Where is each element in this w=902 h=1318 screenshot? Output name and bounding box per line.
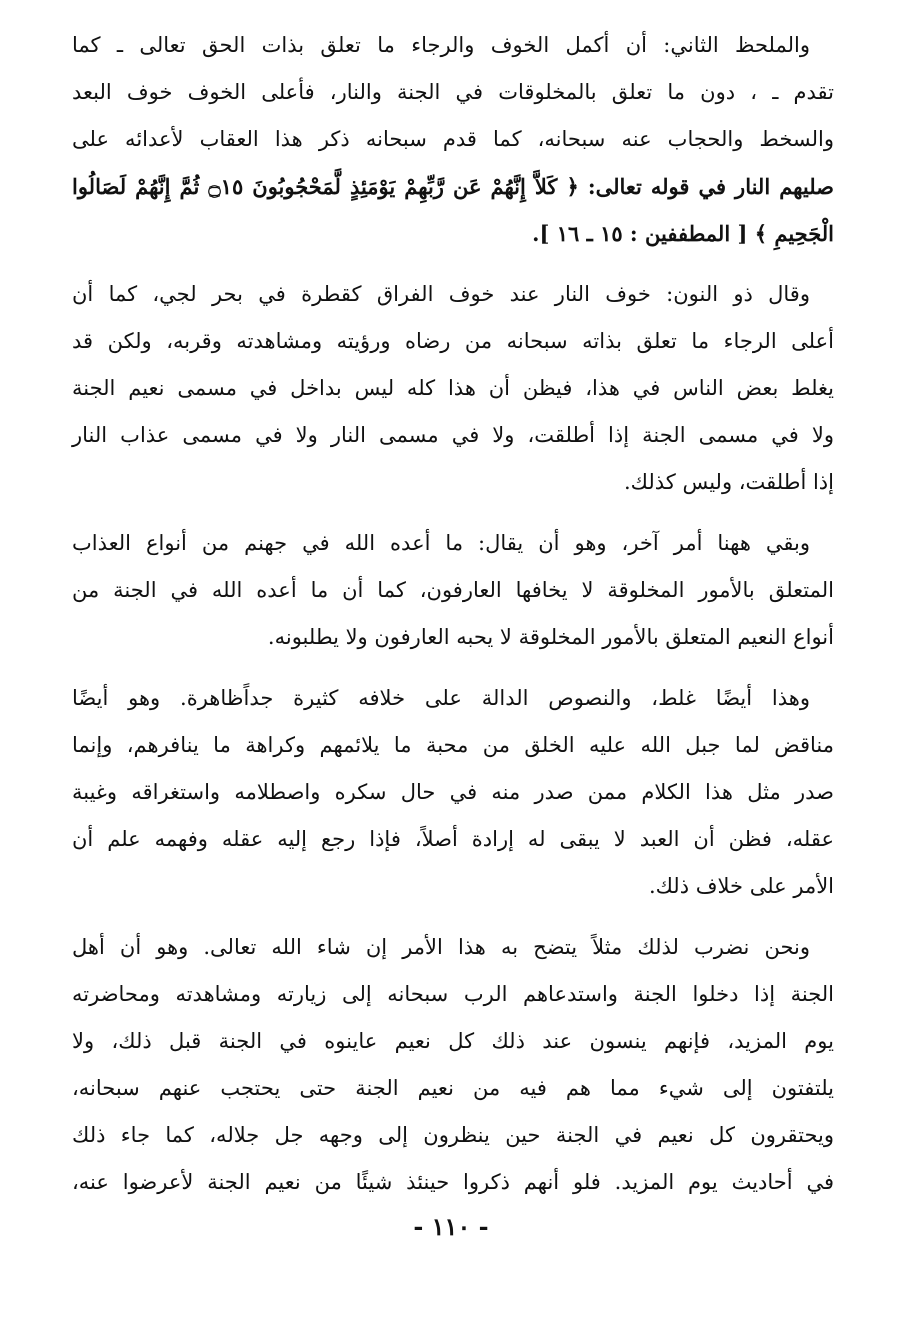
- text-line: في أحاديث يوم المزيد. فلو أنهم ذكروا حينئذ شيئًا من نعيم الجنة لأعرضوا عنه،: [72, 1170, 834, 1194]
- text-line: أنواع النعيم المتعلق بالأمور المخلوقة لا يحبه العارفون ولا يطلبونه.: [267, 625, 834, 649]
- text-line: يغلط بعض الناس في هذا، فيظن أن هذا كله ليس بداخل في مسمى نعيم الجنة: [72, 376, 834, 400]
- text-line: صدر مثل هذا الكلام ممن صدر منه في حال سكره واصطلامه واستغراقه وغيبة: [72, 780, 834, 804]
- text-line: يوم المزيد، فإنهم ينسون عند ذلك كل نعيم عاينوه في الجنة قبل ذلك، ولا: [72, 1029, 834, 1053]
- text-line: ولا في مسمى الجنة إذا أطلقت، ولا في مسمى النار ولا في مسمى عذاب النار: [72, 423, 834, 447]
- text-line-content: وبقي ههنا أمر آخر، وهو أن يقال: ما أعده الله في جهنم من أنواع العذاب: [72, 531, 810, 555]
- text-line-content: والملحظ الثاني: أن أكمل الخوف والرجاء ما تعلق بذات الحق تعالى ـ كما: [72, 33, 810, 57]
- page-body: [72, 22, 834, 1206]
- text-line: المتعلق بالأمور المخلوقة لا يخافها العارفون، كما أن ما أعده الله في الجنة من: [72, 578, 834, 602]
- text-line: [72, 520, 834, 567]
- text-line-content: وقال ذو النون: خوف النار عند خوف الفراق كقطرة في بحر لجي، كما أن: [72, 282, 810, 306]
- paragraph-4: [72, 675, 834, 910]
- text-line: ويحتقرون كل نعيم في الجنة حين ينظرون إلى وجهه جل جلاله، كما جاء ذلك: [72, 1123, 834, 1147]
- text-line: الجنة إذا دخلوا الجنة واستدعاهم الرب سبحانه إلى زيارته ومشاهدته ومحاضرته: [72, 982, 834, 1006]
- text-line: أعلى الرجاء ما تعلق بذاته سبحانه من رضاه ورؤيته ومشاهدته وقربه، ولكن قد: [72, 329, 834, 353]
- text-line: [72, 271, 834, 318]
- paragraph-1: [72, 22, 834, 257]
- text-line-content: ونحن نضرب لذلك مثلاً يتضح به هذا الأمر إن شاء الله تعالى. وهو أن أهل: [72, 935, 810, 959]
- text-line: [72, 675, 834, 722]
- text-line: إذا أطلقت، وليس كذلك.: [623, 470, 834, 494]
- paragraph-3: [72, 520, 834, 661]
- page-number: - ١١٠ -: [413, 1212, 489, 1241]
- text-line: والسخط والحجاب عنه سبحانه، كما قدم سبحانه ذكر هذا العقاب لأعدائه على: [72, 127, 834, 151]
- text-line: مناقض لما جبل الله عليه الخلق من محبة ما يلائمهم وكراهة ما ينافرهم، وإنما: [72, 733, 834, 757]
- text-line: يلتفتون إلى شيء مما هم فيه من نعيم الجنة حتى يحتجب عنهم سبحانه،: [72, 1076, 834, 1100]
- text-line-content: وهذا أيضًا غلط، والنصوص الدالة على خلافه كثيرة جداًظاهرة. وهو أيضًا: [72, 686, 810, 710]
- text-line: [72, 22, 834, 69]
- paragraph-2: [72, 271, 834, 506]
- text-line: [72, 924, 834, 971]
- paragraph-5: [72, 924, 834, 1206]
- text-line: تقدم ـ ، دون ما تعلق بالمخلوقات في الجنة والنار، فأعلى الخوف خوف البعد: [72, 80, 834, 104]
- quran-verse-line: الْجَحِيمِ ﴾ [ المطففين : ١٥ ـ ١٦ ].: [532, 221, 834, 246]
- text-line: الأمر على خلاف ذلك.: [648, 874, 834, 898]
- text-line: عقله، فظن أن العبد لا يبقى له إرادة أصلاً، فإذا رجع إليه عقله وفهمه علم أن: [72, 827, 834, 851]
- quran-verse-line: صليهم النار في قوله تعالى: ﴿ كَلاَّ إِنَّهُمْ عَن رَّبِّهِمْ يَوْمَئِذٍ لَّمَحْجُوبُونَ ۝١٥ ثُمَّ إِنَّهُمْ لَصَالُوا: [72, 174, 834, 199]
